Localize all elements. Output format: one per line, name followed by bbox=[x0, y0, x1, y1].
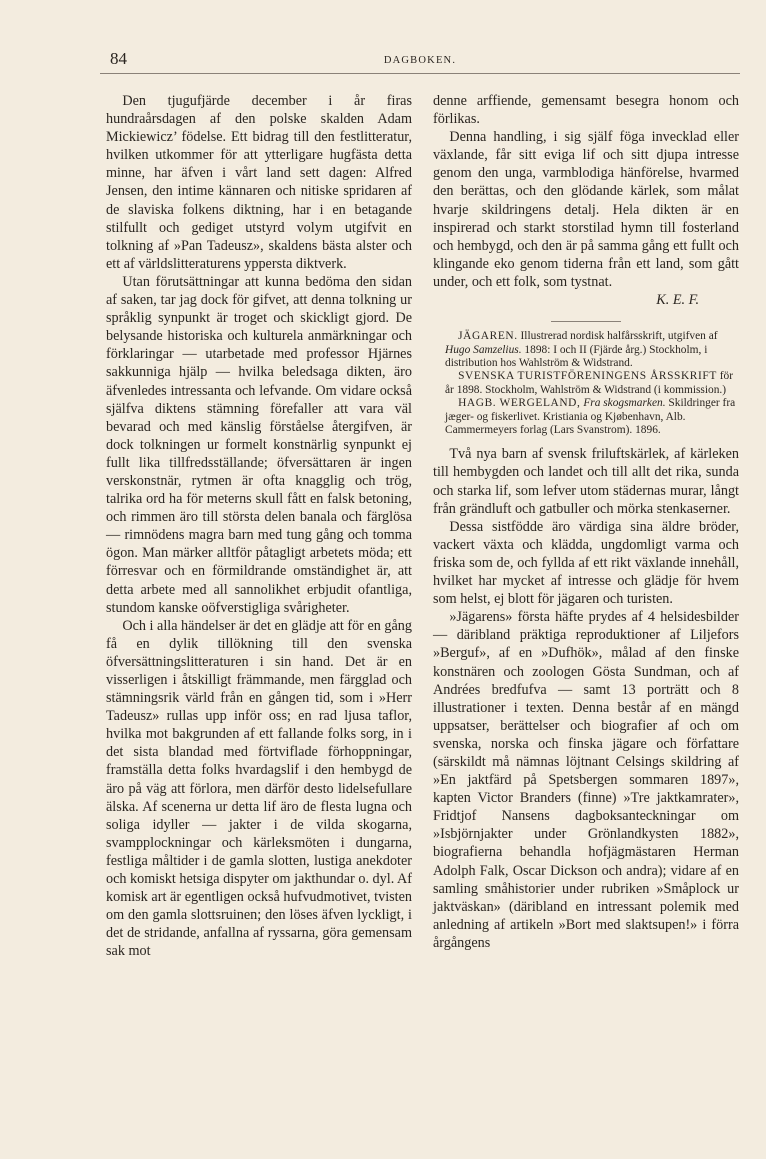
paragraph: Denna handling, i sig själf föga invecklad eller växlande, får sitt eviga lif och sitt djupa intresse genom den unga, varmblodiga hänförelse, hvarmed den berättas, och den glödande kärlek, som målat hvarje skildringens detalj. Hela dikten är en inspirerad och starkt storstilad hymn till fosterland och hembygd, och den är på samma gång ett fullt och klingande eko genom tiderna från ett land, som gått under, och ett folk, som tystnat. bbox=[433, 129, 739, 290]
left-column bbox=[106, 92, 412, 961]
right-column bbox=[433, 92, 739, 952]
section-divider bbox=[551, 321, 621, 322]
notice-name: JÄGAREN. bbox=[458, 330, 518, 343]
page-number: 84 bbox=[110, 49, 127, 68]
paragraph: denne arffiende, gemensamt besegra honom och förlikas. bbox=[433, 93, 739, 128]
paragraph: »Jägarens» första häfte prydes af 4 helsidesbilder — däribland präktiga reproduktioner af Liljefors »Berguf», af en »Dufhök», målad af den finske konstnären och zoologen Gösta Sundman, och af Andrées bredfufva — samt 13 porträtt och 8 illustrationer i texten. Denna består af en mängd uppsatser, berättelser och biografier af och om svenska, norska och finska jägare och författare (särskildt må nämnas löjtnant Celsings skildring af »En jaktfärd på Spetsbergen sommaren 1897», kapten Victor Branders (finne) »Tre jaktkamrater», Fridtjof Nansens dagboksanteckningar om »Isbjörnjakter under Grönlandkysten 1882», biografierna behandla hofjägmästaren Herman Adolph Falk, Oscar Dickson och andra); vidare af en samling småhistorier under rubriken »Småplock ur jaktväskan» (däribland en intressant polemik med anledning af artikeln »Bort med slaktsupen!» i förra årgångens bbox=[433, 609, 739, 951]
notice-wergeland bbox=[433, 397, 739, 437]
signature: K. E. F. bbox=[656, 292, 699, 309]
paragraph: Utan förutsättningar att kunna bedöma den sidan af saken, tar jag dock för gifvet, att denna tolkning ur språklig synpunkt är troget och skickligt gjord. De belysande historiska och kulturela anmärkningar och förklaringar — utarbetade med professor Hjärnes sakkunniga hjälp — hvilka beledsaga dikten, äro äfvenledes intressanta och lefvande. Om vidare också själfva diktens stämning förefaller att vara väl bevarad och med känslig förståelse återgifven, är dock tolkningen ur formelt konstnärlig synpunkt ej fullt lika tillfredsställande; öfversättaren är ingen verskonstnär, rytmen är ofta knagglig och trög, talrika ord ha för meterns skull fått en falsk betoning, och rimmen äro till största delen banala och färglösa — rimnödens magra barn med tung gång och tomma ögon. Man märker alltför påtagligt arbetets möda; ett förresvar och en förmildrande omständighet är, att detta arbete med all sannolikhet erbjudit ofantliga, stundom kanske oöfverstigliga svårigheter. bbox=[106, 273, 412, 616]
review-text bbox=[433, 445, 739, 952]
notice-text: Illustrerad nordisk halfårsskrift, utgifven af bbox=[517, 330, 718, 343]
page-header bbox=[100, 49, 740, 71]
paragraph: Och i alla händelser är det en glädje att för en gång få en dylik tillökning till den svenska öfversättningslitteraturen i sin hand. Det är en visserligen i åtskilligt främmande, men färgglad och stämningsrik värld från en gången tid, som i »Herr Tadeusz» rullas upp inför oss; en rad ljusa taflor, hvilka mot bakgrunden af ett fallande folks sorg, in i det sista blandad med förtviflade förhoppningar, framställa detta folks hvardagslif i den hembygd de äro på väg att förlora, men därför desto lidelsefullare älska. Af scenerna ur detta lif äro de flesta lugna och soliga idyller — jakter i de vilda skogarna, svampplockningar och kärleksmöten i dungarna, festliga måltider i de gamla slotten, lustiga anekdoter och komiskt hetsiga dispyter om jakthundar o. dyl. Af komisk art är egentligen också hufvudmotivet, tvisten om den gamla slottsruinen; den löses äfven lyckligt, i det de stridande, anfallna af ryssarna, göra gemensam sak mot bbox=[106, 617, 412, 960]
paragraph: Den tjugufjärde december i år firas hundraårsdagen af den polske skalden Adam Mickiewicz’ födelse. Ett bidrag till den festlitteratur, hvilken utkommer för att ytterligare hugfästa detta minne, har äfven i vårt land sett dagen: Alfred Jensen, den intime kännaren och nitiske spridaren af de slaviska folkens diktning, har i en betagande stilfullt och gediget utstyrd volym utgifvit en tolkning af »Pan Tadeusz», skaldens bästa alster och ett af världslitteraturens yppersta diktverk. bbox=[106, 93, 412, 272]
notice-details: 1898: I och II (Fjärde årg.) Stockholm, i distribution hos Wahlström & Widstrand. bbox=[445, 343, 708, 369]
notice-name: SVENSKA TURISTFÖRENINGENS ÅRSSKRIFT bbox=[458, 370, 717, 383]
notice-title: Fra skogsmarken. bbox=[583, 397, 666, 410]
paragraph: Dessa sistfödde äro värdiga sina äldre bröder, vackert växta och klädda, ungdomligt varma och friska som de, och fyllda af ett rikt växlande innehåll, hvilket har mycket af intresse och glädje för hvem som helst, ej blott för jägaren och turisten. bbox=[433, 518, 739, 608]
notice-author: Hugo Samzelius. bbox=[445, 343, 522, 356]
running-head: DAGBOKEN. bbox=[383, 55, 457, 66]
notice-name: HAGB. WERGELAND, bbox=[458, 397, 581, 410]
notice-jagaren bbox=[433, 330, 739, 370]
header-rule bbox=[100, 73, 740, 74]
paragraph: Två nya barn af svensk friluftskärlek, af kärleken till hembygden och landet och till allt det rika, sunda och starka lif, som lefver utom städernas murar, långt från grändluft och gatbuller och mörka stenkaserner. bbox=[433, 446, 739, 517]
notice-turistforeningen bbox=[433, 370, 739, 397]
notice-text: för år 1898. Stockholm, Wahlström & Widstrand (i kommission.) bbox=[445, 370, 734, 396]
notice-details: Skildringer fra jæger- og fiskerlivet. Kristiania og Kjøbenhavn, Alb. Cammermeyers forlag (Lars Svanstrom). 1896. bbox=[445, 397, 736, 436]
